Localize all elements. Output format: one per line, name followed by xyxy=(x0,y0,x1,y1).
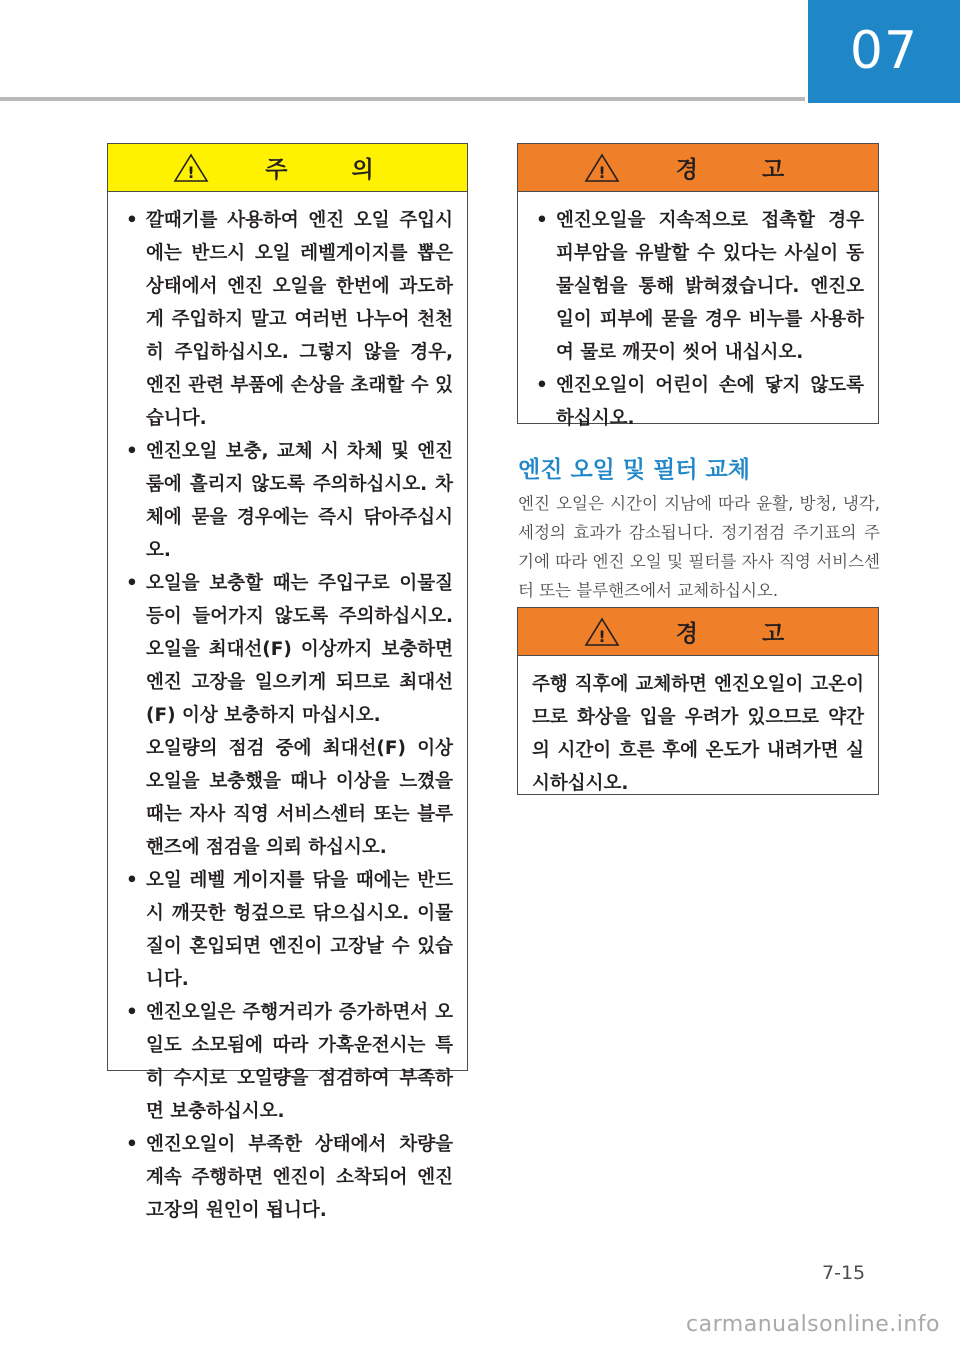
warning-body xyxy=(518,192,878,445)
list-item xyxy=(124,567,453,864)
warning-title: 경 고 xyxy=(675,157,813,183)
list-item: • 엔진오일이 어린이 손에 닿지 않도록 하십시오. xyxy=(534,369,864,435)
list-item-text: 오일량의 점검 중에 최대선(F) 이상 오일을 보충했을 때나 이상을 느꼈을 때는 자사 직영 서비스센터 또는 블루핸즈에 점검을 의뢰 하십시오. xyxy=(146,738,453,858)
warning-triangle-icon xyxy=(584,153,620,183)
warning-title: 경 고 xyxy=(675,621,813,647)
caution-body xyxy=(108,192,467,1237)
list-item-text: • 오일을 보충할 때는 주입구로 이물질 등이 들어가지 않도록 주의하십시오. 오일을 최대선(F) 이상까지 보충하면 엔진 고장을 일으키게 되므로 최대선(F) 이상 보충하지 마십시오. xyxy=(146,573,453,726)
warning-box xyxy=(517,143,879,429)
warning-header xyxy=(518,144,878,192)
warning-text: 주행 직후에 교체하면 엔진오일이 고온이므로 화상을 입을 우려가 있으므로 약간의 시간이 흐른 후에 온도가 내려가면 실시하십시오. xyxy=(532,674,864,794)
top-rule xyxy=(0,97,805,101)
warning-triangle-icon xyxy=(584,617,620,647)
chapter-tab: 07 xyxy=(808,0,960,103)
list-item: • 엔진오일 보충, 교체 시 차체 및 엔진룸에 흘리지 않도록 주의하십시오. 차체에 묻을 경우에는 즉시 닦아주십시오. xyxy=(124,435,453,567)
caution-header xyxy=(108,144,467,192)
list-item: • 엔진오일을 지속적으로 접촉할 경우 피부암을 유발할 수 있다는 사실이 동물실험을 통해 밝혀졌습니다. 엔진오일이 피부에 묻을 경우 비누를 사용하여 물로 깨끗이 씻어 내십시오. xyxy=(534,204,864,369)
page-number: 7-15 xyxy=(822,1262,866,1284)
watermark: carmanualsonline.info xyxy=(686,1312,940,1337)
warning-header xyxy=(518,608,878,656)
svg-text:!: ! xyxy=(598,626,606,646)
warning-triangle-icon xyxy=(173,153,209,183)
warning-box xyxy=(517,607,879,795)
svg-text:!: ! xyxy=(187,162,195,182)
list-item: • 엔진오일이 부족한 상태에서 차량을 계속 주행하면 엔진이 소착되어 엔진 고장의 원인이 됩니다. xyxy=(124,1128,453,1227)
svg-text:!: ! xyxy=(598,162,606,182)
list-item: • 오일 레벨 게이지를 닦을 때에는 반드시 깨끗한 헝겊으로 닦으십시오. 이물질이 혼입되면 엔진이 고장날 수 있습니다. xyxy=(124,864,453,996)
list-item: • 엔진오일은 주행거리가 증가하면서 오일도 소모됨에 따라 가혹운전시는 특히 수시로 오일량을 점검하여 부족하면 보충하십시오. xyxy=(124,996,453,1128)
section-text: 엔진 오일은 시간이 지남에 따라 윤활, 방청, 냉각, 세정의 효과가 감소됩니다. 정기점검 주기표의 주기에 따라 엔진 오일 및 필터를 자사 직영 서비스센터 또는 블루핸즈에서 교체하십시오. xyxy=(518,494,880,600)
caution-box xyxy=(107,143,468,1221)
section-title: 엔진 오일 및 필터 교체 xyxy=(518,457,750,483)
caution-title: 주 의 xyxy=(265,157,402,183)
list-item: • 깔때기를 사용하여 엔진 오일 주입시에는 반드시 오일 레벨게이지를 뽑은 상태에서 엔진 오일을 한번에 과도하게 주입하지 말고 여러번 나누어 천천히 주입하십시오. 그렇지 않을 경우, 엔진 관련 부품에 손상을 초래할 수 있습니다. xyxy=(124,204,453,435)
